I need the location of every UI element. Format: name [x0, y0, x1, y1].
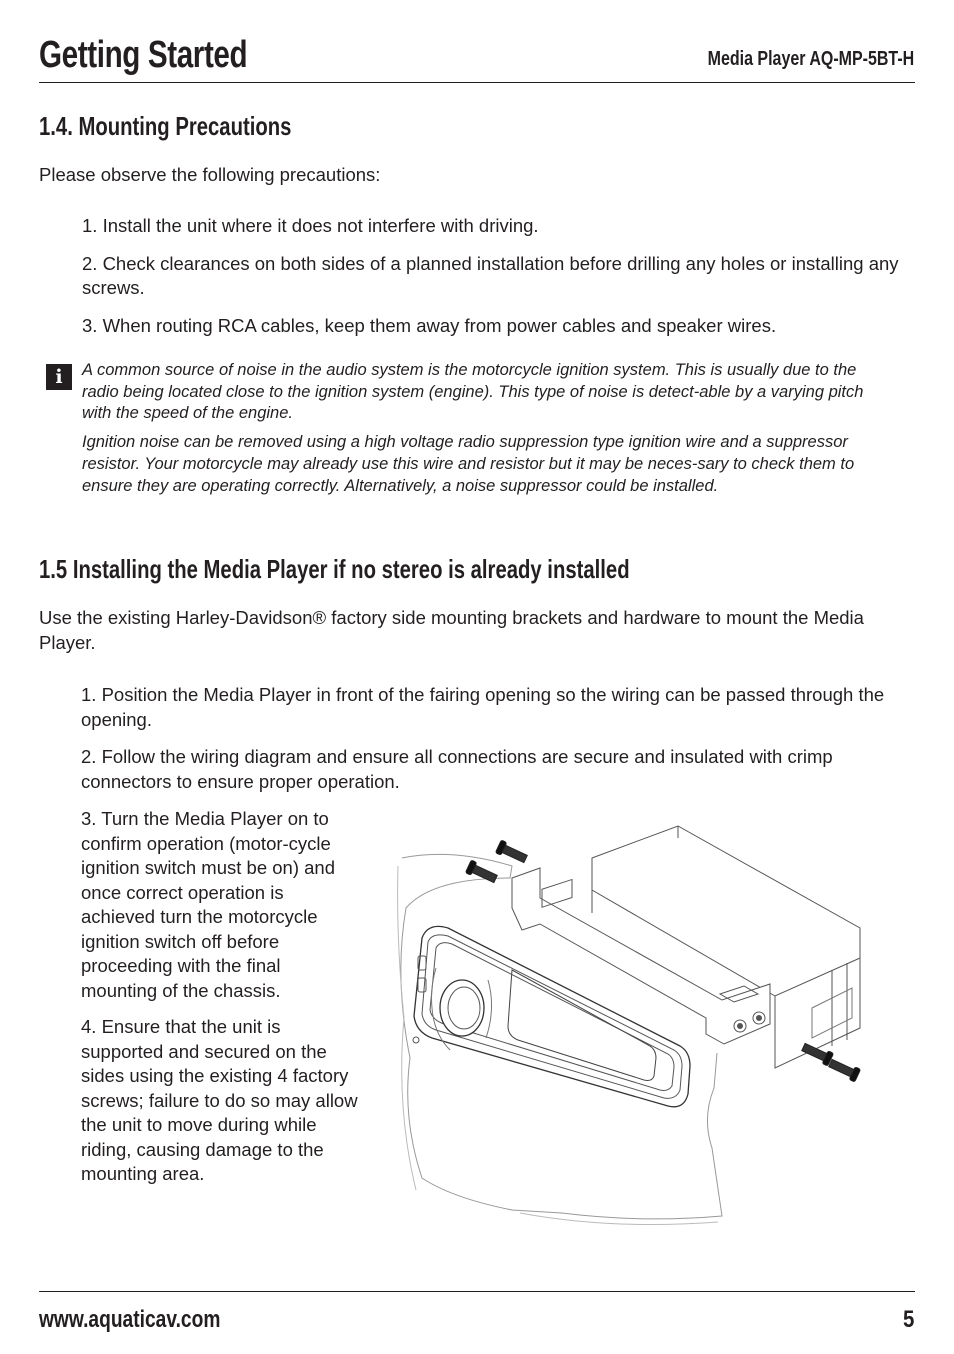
- intro-text: Please observe the following precautions:: [39, 164, 381, 185]
- product-model: Media Player AQ-MP-5BT-H: [707, 48, 914, 70]
- note-paragraph: A common source of noise in the audio system is the motorcycle ignition system. This is usually due to the radio being located close to the ignition system (engine). This type of noise is detect-able by a varying pitch with the speed of the engine.: [82, 361, 864, 423]
- media-player-mounting-illustration: [392, 818, 892, 1228]
- intro-text: Use the existing Harley-Davidson® factory side mounting brackets and hardware to mount the Media Player.: [39, 607, 864, 653]
- page-number: 5: [902, 1306, 914, 1333]
- info-note: [82, 360, 872, 504]
- footer-divider: [39, 1291, 915, 1292]
- section-heading-installing: 1.5 Installing the Media Player if no stereo is already installed: [39, 554, 630, 584]
- list-item: 1. Install the unit where it does not interfere with driving.: [82, 215, 539, 236]
- install-steps-narrow: [81, 807, 361, 1199]
- list-item: 4. Ensure that the unit is supported and secured on the sides using the existing 4 factory screws; failure to do so may allow the unit to move during while riding, causing damage to the mounting area.: [81, 1016, 358, 1184]
- volume-knob: [440, 980, 484, 1036]
- precautions-list: [82, 214, 912, 351]
- website-url: www.aquaticav.com: [39, 1306, 221, 1333]
- list-item: 3. When routing RCA cables, keep them away from power cables and speaker wires.: [82, 314, 777, 336]
- list-item: 2. Check clearances on both sides of a planned installation before drilling any holes or installing any screws.: [82, 252, 899, 298]
- screw-icon: [465, 860, 498, 885]
- info-icon: i: [46, 364, 72, 390]
- note-paragraph: Ignition noise can be removed using a high voltage radio suppression type ignition wire and a suppressor resistor. Your motorcycle may already use this wire and resistor but it may be neces-sary to check them to ensure they are operating correctly. Alternatively, a noise suppressor could be installed.: [82, 433, 855, 495]
- list-item: 3. Turn the Media Player on to confirm operation (motor-cycle ignition switch must be on) and once correct operation is achieved turn the motorcycle ignition switch off before proceeding with the final mounting of the chassis.: [81, 808, 335, 1001]
- source-button: [413, 1037, 419, 1043]
- screw-icon: [495, 840, 528, 865]
- section-heading-mounting-precautions: 1.4. Mounting Precautions: [39, 111, 292, 141]
- list-item: 2. Follow the wiring diagram and ensure all connections are secure and insulated with crimp connectors to ensure proper operation.: [81, 746, 833, 792]
- section-intro: [39, 163, 915, 188]
- page-title: Getting Started: [39, 34, 248, 76]
- section-intro: [39, 606, 899, 655]
- install-steps-list: [81, 683, 914, 807]
- screw-icon: [827, 1057, 860, 1082]
- header-divider: [39, 82, 915, 83]
- list-item: 1. Position the Media Player in front of the fairing opening so the wiring can be passed through the opening.: [81, 684, 885, 730]
